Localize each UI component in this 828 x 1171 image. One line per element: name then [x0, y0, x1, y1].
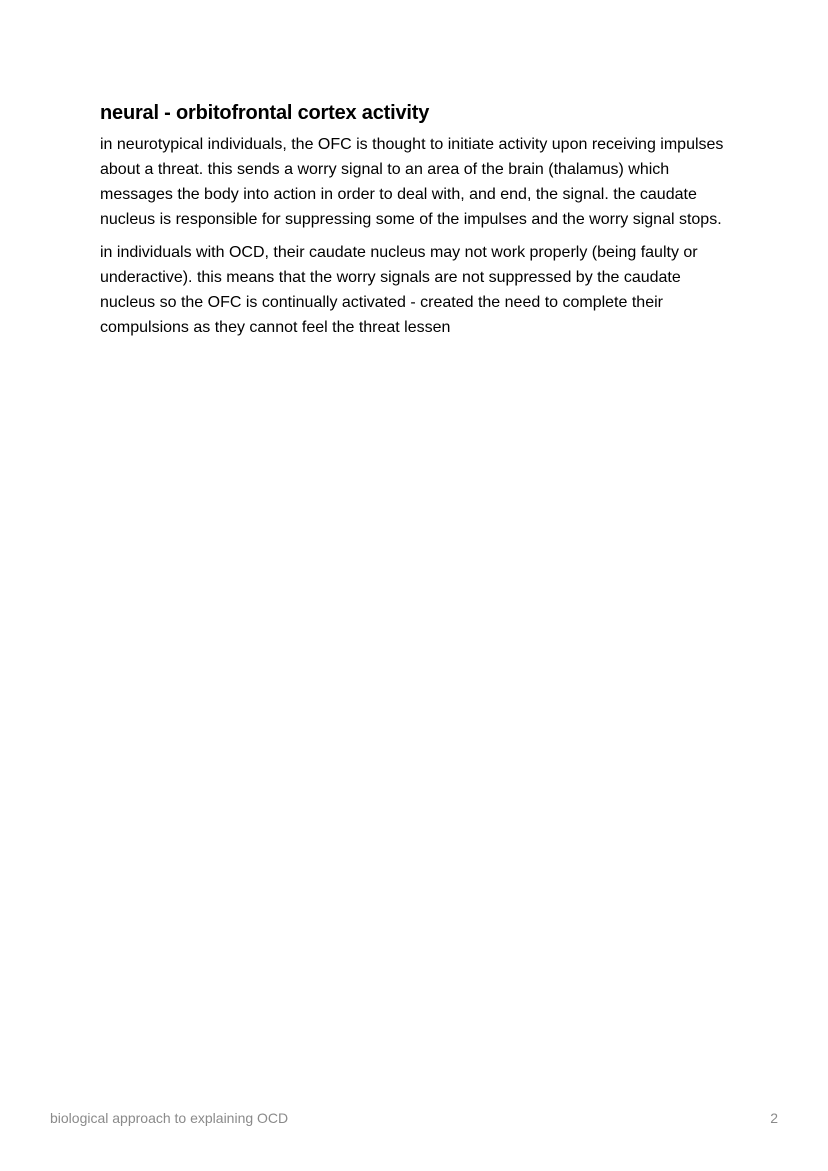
paragraph-ocd: in individuals with OCD, their caudate nucleus may not work properly (being faulty or underactive). this means that the worry signals are not suppressed by the caudate nucleus so the OFC is continually activated - created the need to complete their compulsions as they cannot feel the threat lessen: [100, 244, 698, 336]
page-number: 2: [770, 1110, 778, 1126]
page-content: [100, 100, 740, 348]
page-footer: [50, 1110, 778, 1126]
footer-document-title: biological approach to explaining OCD: [50, 1110, 289, 1126]
section-heading: neural - orbitofrontal cortex activity: [100, 102, 430, 124]
paragraph-neurotypical: in neurotypical individuals, the OFC is thought to initiate activity upon receiving impulses about a threat. this sends a worry signal to an area of the brain (thalamus) which messages the body into action in order to deal with, and end, the signal. the caudate nucleus is responsible for suppressing some of the impulses and the worry signal stops.: [100, 136, 724, 228]
